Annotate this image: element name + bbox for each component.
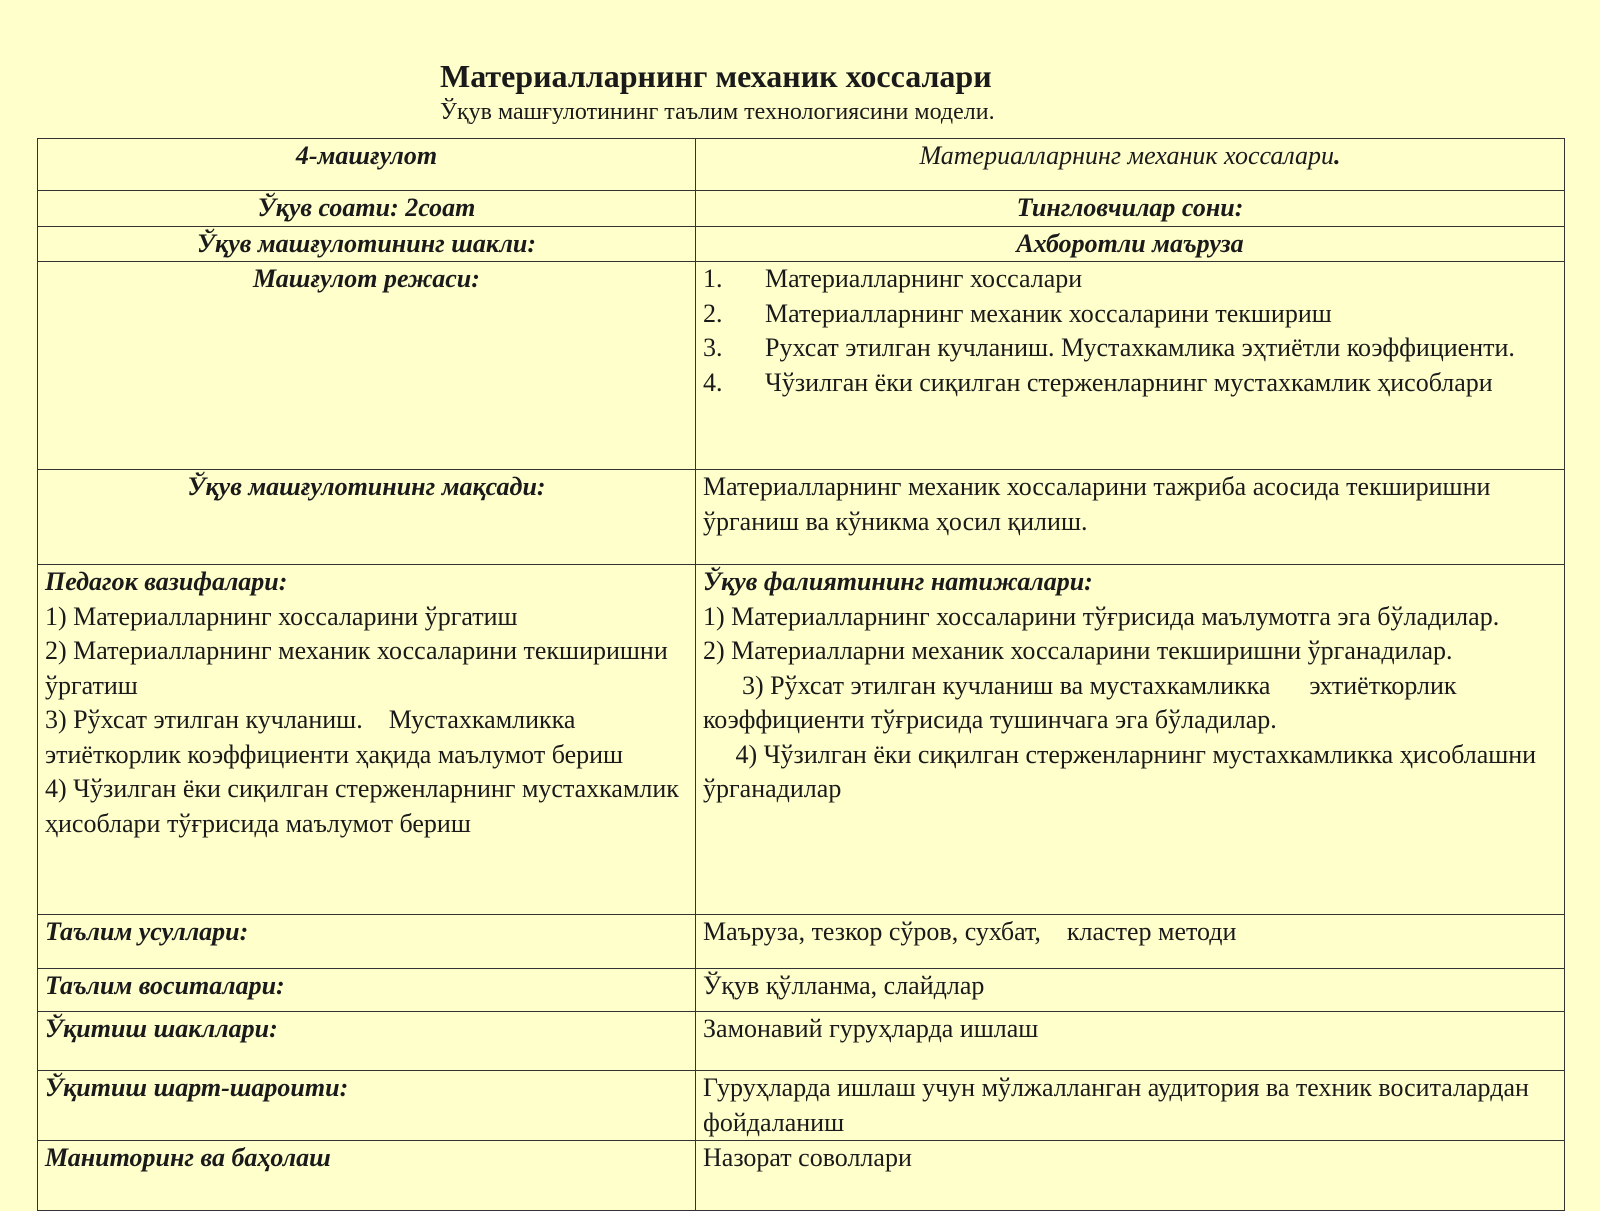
plan-list — [703, 262, 1557, 400]
plan-value — [696, 262, 1565, 470]
learning-result-item: 1) Материалларнинг хоссаларини тўғрисида маълумотга эга бўладилар. — [703, 601, 1500, 631]
listeners-label: Тингловчилар сони: — [696, 191, 1565, 227]
lesson-value-suffix: . — [1334, 141, 1341, 170]
lesson-value — [696, 139, 1565, 191]
page-subtitle: Ўқув машғулотининг таълим технологиясини модели. — [440, 99, 995, 125]
teaching-forms-value: Замонавий гуруҳларда ишлаш — [696, 1012, 1565, 1071]
form-label: Ўқув машғулотининг шакли: — [38, 226, 696, 262]
plan-item-number: 1. — [703, 264, 723, 293]
goal-value: Материалларнинг механик хоссаларини тажриба асосида текширишни ўрганиш ва кўникма ҳосил қилиш. — [696, 470, 1565, 565]
table-row-tasks — [38, 565, 1565, 915]
pedagog-task-item: 1) Материалларнинг хоссаларини ўргатиш — [45, 601, 518, 631]
plan-label: Машғулот режаси: — [38, 262, 696, 470]
table-row-tools — [38, 969, 1565, 1012]
pedagog-task-item: 2) Материалларнинг механик хоссаларини текширишни ўргатиш — [45, 636, 668, 700]
pedagog-tasks-label: Педагок вазифалари: — [45, 567, 288, 596]
methods-label: Таълим усуллари: — [38, 915, 696, 969]
pedagog-task-item: 4) Чўзилган ёки сиқилган стерженларнинг мустахкамлик ҳисоблари тўғрисида маълумот бериш — [45, 774, 679, 838]
plan-item-number: 4. — [703, 367, 723, 397]
methods-value: Маъруза, тезкор сўров, сухбат, кластер методи — [696, 915, 1565, 969]
plan-item-text: Рухсат этилган кучланиш. Мустахкамлика эҳтиётли коэффициенти. — [765, 333, 1515, 362]
learning-result-item: 3) Рўхсат этилган кучланиш ва мустахкамликка эхтиёткорлик коэффициенти тўғрисида тушинчага эга бўладилар. — [703, 670, 1464, 734]
learning-result-item: 2) Материалларни механик хоссаларини текширишни ўрганадилар. — [703, 636, 1453, 665]
table-row-plan — [38, 262, 1565, 470]
pedagog-tasks-cell — [38, 565, 696, 915]
learning-results-label: Ўқув фалиятининг натижалари: — [703, 567, 1093, 596]
learning-results-cell — [696, 565, 1565, 915]
table-row-form — [38, 226, 1565, 262]
plan-item-number: 3. — [703, 333, 723, 362]
lesson-model-table — [37, 138, 1565, 1211]
list-item — [703, 262, 1557, 297]
lesson-value-text: Материалларнинг механик хоссалари — [919, 141, 1335, 170]
monitoring-label: Маниторинг ва баҳолаш — [38, 1141, 696, 1211]
table-row-hours — [38, 191, 1565, 227]
monitoring-value: Назорат соволлари — [696, 1141, 1565, 1211]
page-title: Материалларнинг механик хоссалари — [440, 58, 992, 94]
learning-result-item: 4) Чўзилган ёки сиқилган стерженларнинг мустахкамликка ҳисоблашни ўрганадилар — [703, 739, 1550, 803]
plan-item-text: Материалларнинг хоссалари — [765, 264, 1083, 293]
hours-label: Ўқув соати: 2соат — [38, 191, 696, 227]
table-row-monitoring — [38, 1141, 1565, 1211]
tools-value: Ўқув қўлланма, слайдлар — [696, 969, 1565, 1012]
tools-label: Таълим воситалари: — [38, 969, 696, 1012]
teaching-forms-label: Ўқитиш шакллари: — [38, 1012, 696, 1071]
conditions-value: Гуруҳларда ишлаш учун мўлжалланган аудитория ва техник воситалардан фойдаланиш — [696, 1071, 1565, 1141]
table-row-forms — [38, 1012, 1565, 1071]
list-item — [703, 331, 1557, 366]
list-item — [703, 366, 1557, 401]
table-row-lesson — [38, 139, 1565, 191]
plan-item-text: Чўзилган ёки сиқилган стерженларнинг мустахкамлик ҳисоблари — [765, 367, 1493, 397]
conditions-label: Ўқитиш шарт-шароити: — [38, 1071, 696, 1141]
plan-item-text: Материалларнинг механик хоссаларини текшириш — [765, 298, 1332, 328]
lesson-label: 4-машғулот — [38, 139, 696, 191]
table-row-conditions — [38, 1071, 1565, 1141]
goal-label: Ўқув машғулотининг мақсади: — [38, 470, 696, 565]
plan-item-number: 2. — [703, 298, 723, 328]
form-value: Ахборотли маъруза — [696, 226, 1565, 262]
list-item — [703, 297, 1557, 332]
table-row-methods — [38, 915, 1565, 969]
table-row-goal — [38, 470, 1565, 565]
pedagog-task-item: 3) Рўхсат этилган кучланиш. Мустахкамликка этиёткорлик коэффициенти ҳақида маълумот бериш — [45, 705, 624, 769]
